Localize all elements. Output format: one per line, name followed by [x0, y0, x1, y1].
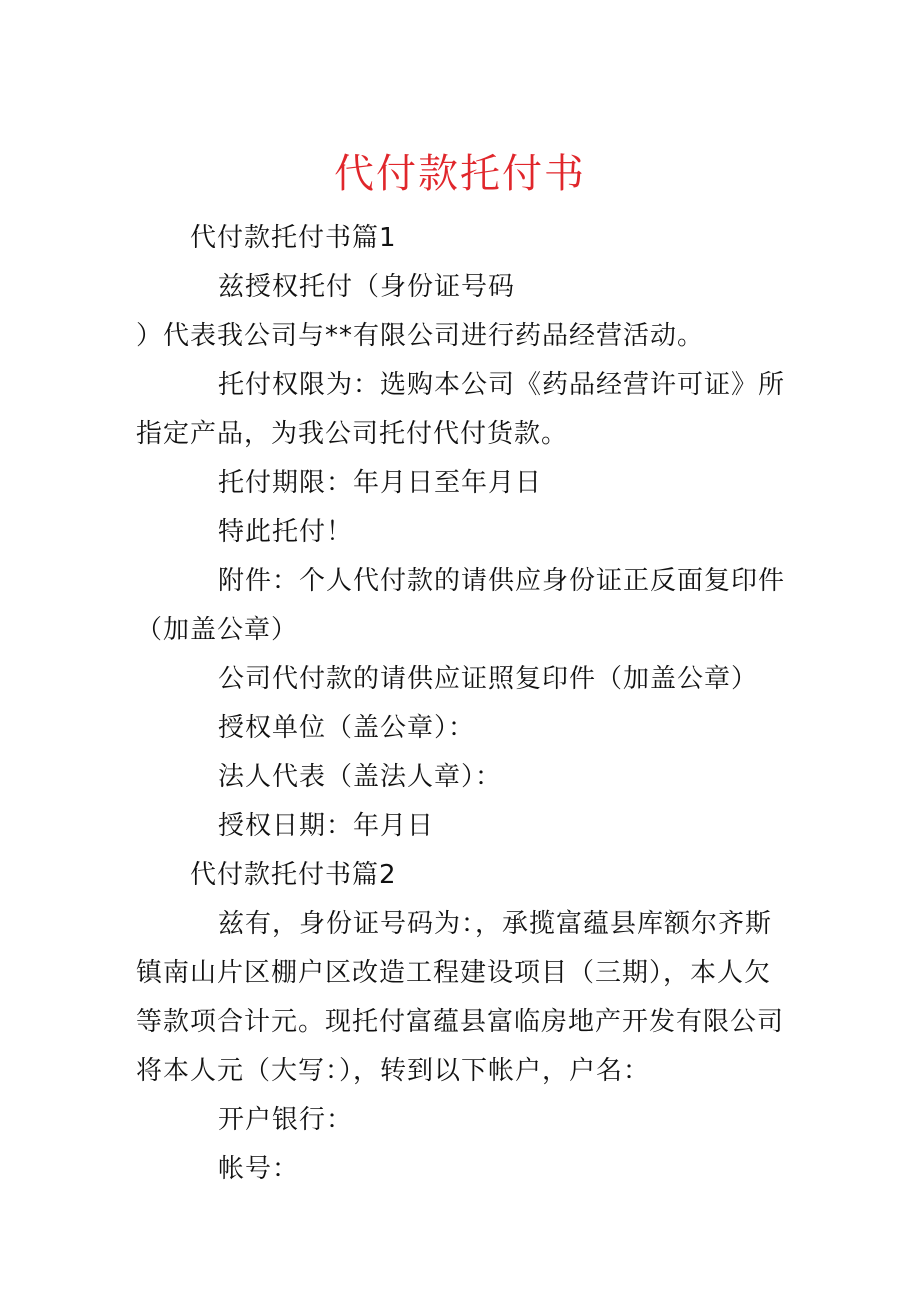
paragraph-attachment-company: 公司代付款的请供应证照复印件（加盖公章）: [218, 664, 759, 694]
paragraph-authorization: 兹授权托付（身份证号码: [218, 272, 516, 302]
paragraph-attachment-personal: 附件：个人代付款的请供应身份证正反面复印件（加盖公章）: [136, 566, 786, 645]
paragraph-scope: 托付权限为：选购本公司《药品经营许可证》所指定产品，为我公司托付代付货款。: [136, 370, 786, 449]
paragraph-bank: 开户银行：: [218, 1105, 354, 1135]
paragraph-entrustment: 兹有，身份证号码为：，承揽富蕴县库额尔齐斯镇南山片区棚户区改造工程建设项目（三期），本人欠等款项合计元。现托付富蕴县富临房地产开发有限公司将本人元（大写：），转到以下帐户，户名：: [136, 909, 785, 1086]
paragraph-represent: ）代表我公司与**有限公司进行药品经营活动。: [136, 321, 705, 351]
paragraph-hereby: 特此托付！: [218, 517, 354, 547]
paragraph-authorization-date: 授权日期：年月日: [218, 811, 435, 841]
paragraph-authorizing-unit: 授权单位（盖公章）：: [218, 713, 476, 743]
document-title: 代付款托付书: [334, 151, 586, 197]
section-heading-1: 代付款托付书篇1: [190, 223, 397, 253]
paragraph-legal-representative: 法人代表（盖法人章）：: [218, 762, 503, 792]
paragraph-period: 托付期限：年月日至年月日: [218, 468, 543, 498]
paragraph-account: 帐号：: [218, 1154, 300, 1184]
section-heading-2: 代付款托付书篇2: [190, 860, 397, 890]
